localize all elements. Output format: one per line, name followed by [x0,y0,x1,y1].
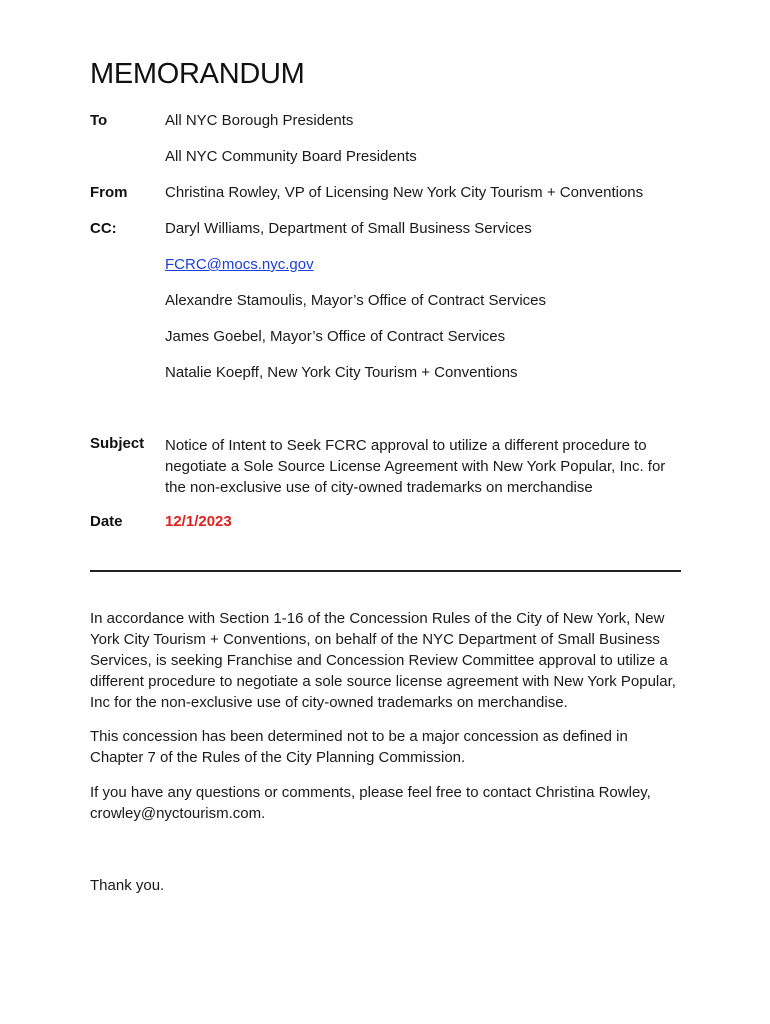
body-paragraph: This concession has been determined not to be a major concession as defined in Chapter 7 of the Rules of the City Planning Commission. [90,728,628,766]
subject-value: Notice of Intent to Seek FCRC approval to utilize a different procedure to negotiate a Sole Source License Agreement with New York Popular, Inc. for the non-exclusive use of city-owned trademarks on merchandise [165,437,666,496]
memo-title: MEMORANDUM [90,58,305,90]
cc-recipient-line: Daryl Williams, Department of Small Business Services [165,220,532,237]
date-value: 12/1/2023 [165,513,232,530]
to-recipient-line: All NYC Community Board Presidents [165,148,417,165]
cc-label: CC: [90,220,117,237]
closing-line: Thank you. [90,877,165,894]
cc-email-link[interactable]: FCRC@mocs.nyc.gov [165,256,314,273]
cc-recipient-line: James Goebel, Mayor’s Office of Contract Services [165,328,506,345]
body-paragraph: If you have any questions or comments, please feel free to contact Christina Rowley, crowley@nyctourism.com. [90,784,651,822]
date-label: Date [90,513,123,530]
body-paragraph: In accordance with Section 1-16 of the Concession Rules of the City of New York, New York City Tourism + Conventions, on behalf of the NYC Department of Small Business Services, is seeking Franchise and Concession Review Committee approval to utilize a different procedure to negotiate a sole source license agreement with New York Popular, Inc for the non-exclusive use of city-owned trademarks on merchandise. [90,610,676,711]
to-recipient-line: All NYC Borough Presidents [165,112,354,129]
to-label: To [90,112,108,129]
header-divider [90,570,681,572]
subject-label: Subject [90,435,145,452]
from-label: From [90,184,128,201]
cc-recipient-line: Alexandre Stamoulis, Mayor’s Office of Contract Services [165,292,546,309]
cc-recipient-line: Natalie Koepff, New York City Tourism + Conventions [165,364,518,381]
from-value: Christina Rowley, VP of Licensing New York City Tourism + Conventions [165,184,644,201]
